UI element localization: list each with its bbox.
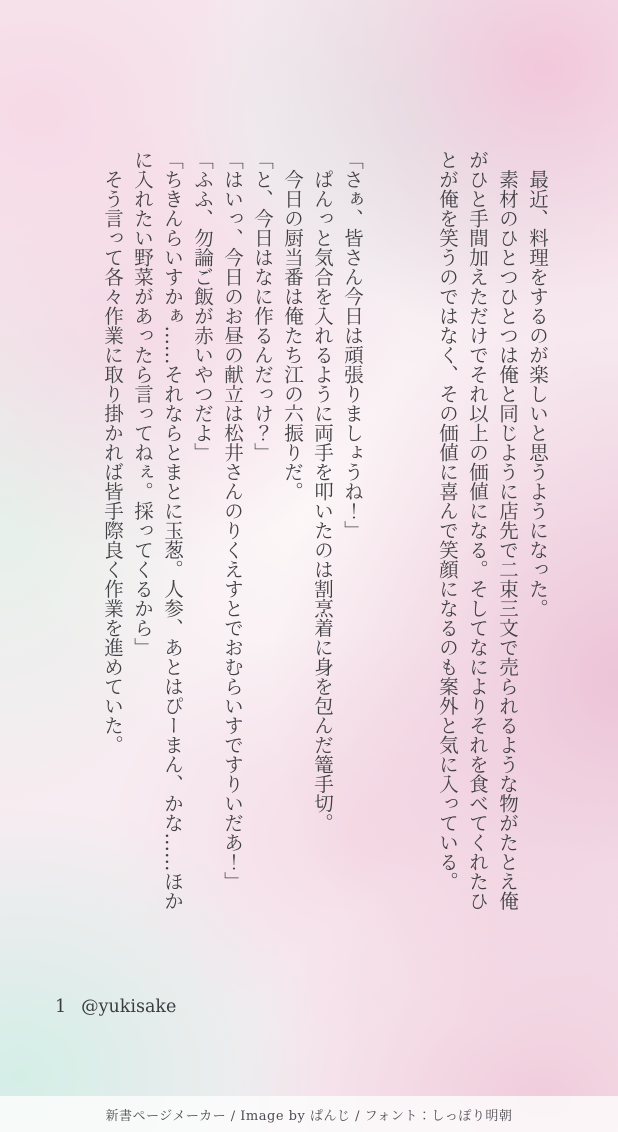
- paragraph: ぱんっと気合を入れるように両手を叩いたのは割烹着に身を包んだ篭手切。: [311, 150, 334, 833]
- paragraph: そう言って各々作業に取り掛かれば皆手際良く作業を進めていた。: [101, 150, 124, 755]
- paragraph: 「はいっ、今日のお昼の献立は松井さんのりくえすとでおむらいすですりいだあ！」: [221, 150, 244, 891]
- paragraph: 「さぁ、皆さん今日は頑張りましょうね！」: [341, 150, 364, 540]
- page-footer-left: [55, 997, 176, 1017]
- page-number: 1: [55, 997, 67, 1017]
- paragraph: 素材のひとつひとつは俺と同じように店先で二束三文で売られるような物がたとえ俺がひと手間加えただけでそれ以上の価値になる。そしてなによりそれを食べてくれたひとが俺を笑うのではなく、その価値に喜んで笑顔になるのも案外と気に入っている。: [436, 150, 519, 911]
- paragraph: 「と、今日はなに作るんだっけ？」: [251, 150, 274, 462]
- credit-footer-bar: [0, 1096, 618, 1132]
- paragraph: 「ふふ、勿論ご飯が赤いやつだよ」: [191, 150, 214, 462]
- paragraph: 最近、料理をするのが楽しいと思うようになった。: [526, 150, 549, 618]
- paragraph: 「ちきんらいすかぁ……それならとまとに玉葱。人参、あとはぴーまん、かな……ほかに入れたい野菜があったら言ってねぇ。採ってくるから」: [131, 150, 184, 911]
- footer-credit: 新書ページメーカー / Image by ぱんじ / フォント：しっぽり明朝: [105, 1108, 513, 1124]
- paragraph: 今日の厨当番は俺たち江の六振りだ。: [281, 150, 304, 501]
- text-body: [97, 150, 552, 913]
- author-handle: @yukisake: [81, 997, 177, 1017]
